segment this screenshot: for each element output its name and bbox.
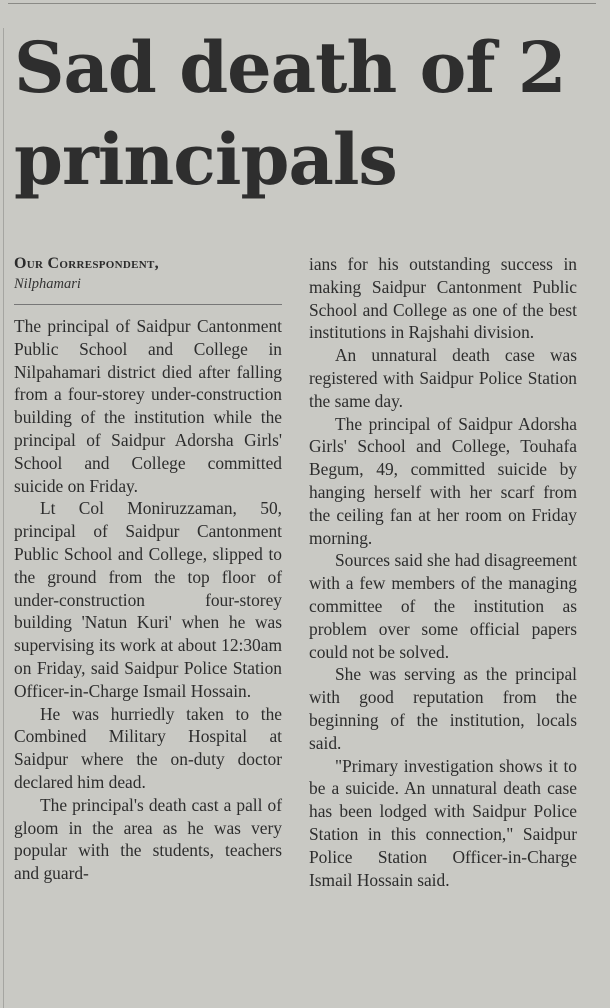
byline-divider [14, 304, 282, 305]
article-paragraph: Lt Col Moniruzzaman, 50, principal of Saidpur Cantonment Public School and College, slipped to the ground from the top floor of under-construction four-storey building 'Natun Kuri' when he was supervising its work at about 12:30am on Friday, said Saidpur Police Station Officer-in-Charge Ismail Hossain. [14, 498, 282, 701]
article-paragraph: "Primary investigation shows it to be a suicide. An unnatural death case has been lodged with Saidpur Police Station in this connection," Saidpur Police Station Officer-in-Charge Ismail Hossain said. [309, 755, 577, 890]
top-rule [8, 3, 596, 4]
headline-line-1: Sad death of 2 [14, 26, 566, 109]
article-paragraph: Sources said she had disagreement with a few members of the managing committee of the institution as problem over some official papers could not be solved. [309, 550, 577, 662]
article-paragraph: He was hurriedly taken to the Combined Military Hospital at Saidpur where the on-duty doctor declared him dead. [14, 703, 282, 792]
article-paragraph: She was serving as the principal with good reputation from the beginning of the institution, locals said. [309, 664, 577, 753]
article-paragraph: ians for his outstanding success in making Saidpur Cantonment Public School and College as one of the best institutions in Rajshahi division. [309, 254, 577, 343]
byline-location: Nilphamari [14, 276, 81, 292]
article-paragraph: An unnatural death case was registered with Saidpur Police Station the same day. [309, 345, 577, 411]
article-column-left [14, 253, 282, 885]
left-column-rule [3, 28, 4, 1008]
byline-author: Our Correspondent, [14, 255, 159, 272]
article-paragraph: The principal of Saidpur Cantonment Public School and College in Nilpahamari district died after falling from a four-storey under-construction building of the institution while the principal of Saidpur Adorsha Girls' School and College committed suicide on Friday. [14, 316, 282, 496]
article-paragraph: The principal of Saidpur Adorsha Girls' School and College, Touhafa Begum, 49, committed suicide by hanging herself with her scarf from the ceiling fan at her room on Friday morning. [309, 413, 577, 548]
article-column-right [309, 253, 577, 891]
article-paragraph: The principal's death cast a pall of gloom in the area as he was very popular with the students, teachers and guard- [14, 794, 282, 884]
headline [14, 22, 599, 206]
headline-line-2: principals [14, 118, 397, 201]
